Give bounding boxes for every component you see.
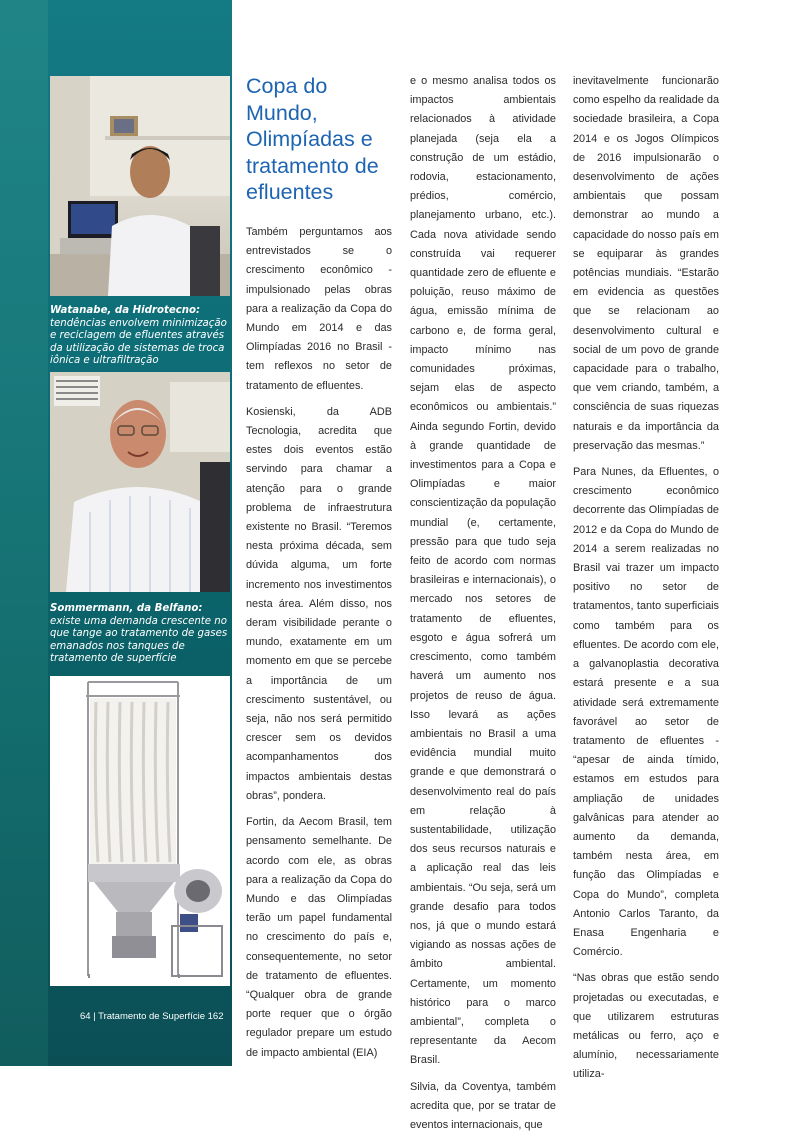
photo-credit: foto: EMEVE [58, 756, 68, 808]
photo-filter-equipment [50, 676, 230, 986]
paragraph: Kosienski, da ADB Tecnologia, acredita que estes dois eventos estão servindo para chamar a atenção para o grande problema de infraestrutura existente no Brasil. “Teremos nesta próxima década, sem dúvida alguma, um forte incremento nos investimentos nesta área. Além disso, nos deram visibilidade perante o mundo, exatamente em um momento em que se percebe a importância de um crescimento sustentável, ou seja, não nos será permitido crescer sem os devidos acompanhamentos dos impactos ambientais destas obras”, pondera. [246, 405, 392, 802]
paragraph: Para Nunes, da Efluentes, o crescimento econômico decorrente das Olimpíadas de 2012 e da Copa do Mundo de 2014 a serem realizadas no Brasil vai trazer um impacto positivo no setor de tratamentos, tanto superficiais como também para os efluentes. De acordo com ele, a galvanoplastia decorativa estará presente e a sua atividade será extremamente favorável ao setor de tratamento de efluentes - “apesar de ainda tímido, estamos em estudos para ampliação de unidades galvânicas para atender ao aumento da demanda, também nesta área, em função das Olimpíadas e Copa do Mundo”, completa Antonio Carlos Taranto, da Enasa Engenharia e Comércio. [573, 466, 719, 959]
paragraph: e o mesmo analisa todos os impactos ambientais relacionados à atividade planejada (seja ela a construção de um estádio, rodovia, estacionamento, prédios, comércio, planejamento urbano, etc.). Cada nova atividade sendo construída vai requerer quantidade zero de efluente e poluição, reuso máximo de água, emissão mínima de carbono e, de forma geral, impacto mínimo nas comunidades próximas, sejam elas de aspecto econômicos ou ambientais.” Ainda segundo Fortin, devido à grande quantidade de investimentos para a Copa e Olimpíadas e maior conscientização da população mundial (e, certamente, pressão para que tudo seja feito de acordo com normas brasileiras e internacionais), o mercado nos setores de tratamento de efluentes, esgoto e água sofrerá um crescimento, como também haverá um aumento nos projetos de reuso de água. Isso levará as ações ambientais no Brasil a uma evidência mundial muito grande e que demonstrará o desenvolvimento real do país em relação à sustentabilidade, utilização dos seus recursos naturais e a aplicação real das leis ambientais. “Ou seja, será um grande desafio para todos nos, já que o mundo estará vigiando as nossas ações de âmbito ambiental. Certamente, um momento histórico para o marco ambiental”, completa o representante da Aecom Brasil. [410, 75, 556, 1067]
paragraph: Fortin, da Aecom Brasil, tem pensamento semelhante. De acordo com ele, as obras para a realização da Copa do Mundo e das Olimpíadas terão um papel fundamental no crescimento do país e, consequentemente, no setor de tratamento de efluentes. “Qualquer obra de grande porte requer que o órgão regulador prepare um estudo de impacto ambiental (EIA) [246, 816, 392, 1059]
sidebar-edge [0, 0, 48, 1066]
article-column-3 [573, 72, 719, 1092]
caption-person: Watanabe, da Hidrotecno: [50, 305, 201, 316]
paragraph: “Nas obras que estão sendo projetadas ou executadas, e que utilizarem estruturas metálicas ou ferro, aço e alumínio, necessariamente utiliza- [573, 972, 719, 1081]
paragraph: Também perguntamos aos entrevistados se o crescimento econômico - impulsionado pelas obras para a realização da Copa do Mundo em 2014 e das Olimpíadas 2016 no Brasil - tem reflexos no setor de tratamento de efluentes. [246, 226, 392, 392]
photo-sommermann [50, 372, 230, 592]
caption-watanabe [50, 305, 228, 368]
article-title: Copa do Mundo, Olimpíadas e tratamento de efluentes [246, 74, 379, 204]
caption-text: existe uma demanda crescente no que tange ao tratamento de gases emanados nos tanques de tratamento de superfície [50, 615, 228, 665]
photo-watanabe [50, 76, 230, 296]
article-column-2 [410, 72, 556, 1142]
caption-person: Sommermann, da Belfano: [50, 603, 203, 614]
caption-text: tendências envolvem minimização e reciclagem de efluentes através da utilização de sistemas de troca iônica e ultrafiltração [50, 317, 227, 367]
caption-sommermann [50, 603, 228, 666]
page-footer: 64 | Tratamento de Superfície 162 [80, 1011, 224, 1022]
paragraph: inevitavelmente funcionarão como espelho da realidade da sociedade brasileira, a Copa 2014 e os Jogos Olímpicos de 2016 impulsionarão o desenvolvimento de ações ambientais que possam demonstrar ao mundo a capacidade do nosso país em se equiparar às grandes potências mundiais. “Estarão em evidencia as questões que se relacionam ao desenvolvimento cultural e social de um povo de grande capacidade para o trabalho, que vem criando, também, a consciência de suas riquezas naturais e da importância da preservação das mesmas.” [573, 75, 719, 452]
article-column-1 [246, 223, 392, 1070]
paragraph: Silvia, da Coventya, também acredita que, por se tratar de eventos internacionais, que [410, 1080, 556, 1131]
